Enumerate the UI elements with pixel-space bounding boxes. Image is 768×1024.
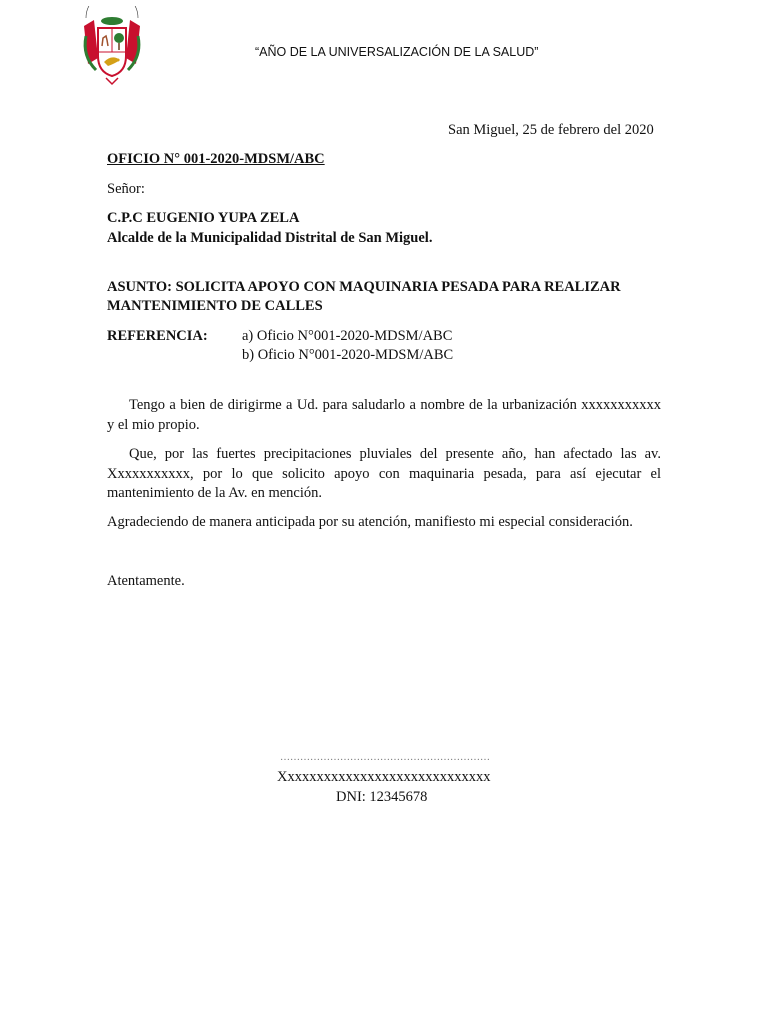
- subject-line-2: MANTENIMIENTO DE CALLES: [107, 298, 323, 314]
- salutation: Señor:: [107, 181, 145, 197]
- reference-item-a: a) Oficio N°001-2020-MDSM/ABC: [242, 328, 453, 344]
- signature-line: ………………………………………………………: [280, 752, 490, 763]
- recipient-title: Alcalde de la Municipalidad Distrital de San Miguel.: [107, 230, 433, 246]
- peru-coat-of-arms-icon: [80, 6, 144, 86]
- body-paragraph-1: Tengo a bien de dirigirme a Ud. para saludarlo a nombre de la urbanización xxxxxxxxxxx y el mio propio.: [107, 397, 661, 433]
- body-paragraph-3: Agradeciendo de manera anticipada por su atención, manifiesto mi especial consideración.: [107, 514, 633, 530]
- place-date: San Miguel, 25 de febrero del 2020: [448, 122, 654, 138]
- closing: Atentamente.: [107, 573, 185, 589]
- reference-label: REFERENCIA:: [107, 328, 208, 344]
- oficio-number: OFICIO N° 001-2020-MDSM/ABC: [107, 151, 325, 167]
- subject-line-1: ASUNTO: SOLICITA APOYO CON MAQUINARIA PESADA PARA REALIZAR: [107, 279, 621, 295]
- recipient-name: C.P.C EUGENIO YUPA ZELA: [107, 210, 300, 226]
- reference-item-b: b) Oficio N°001-2020-MDSM/ABC: [242, 347, 454, 363]
- body-paragraph-2: Que, por las fuertes precipitaciones pluviales del presente año, han afectado las av. Xxxxxxxxxxx, por lo que solicito apoyo con maquinaria pesada, para así ejecutar el mantenimiento de la Av. en mención.: [107, 446, 661, 501]
- signer-dni: DNI: 12345678: [336, 789, 428, 805]
- year-motto: “AÑO DE LA UNIVERSALIZACIÓN DE LA SALUD”: [255, 45, 539, 59]
- signer-name: Xxxxxxxxxxxxxxxxxxxxxxxxxxxxx: [277, 769, 491, 785]
